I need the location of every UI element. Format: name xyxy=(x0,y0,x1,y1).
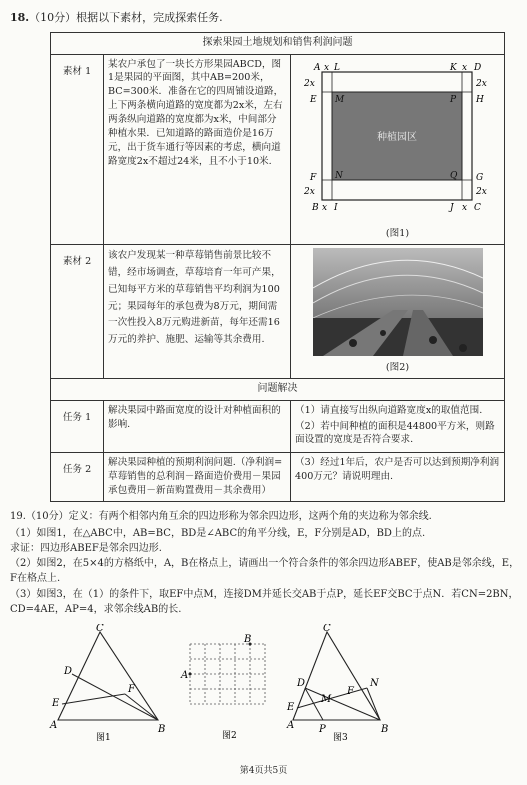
task2-q3: （3）经过1年后，农户是否可以达到预期净利润400万元？请说明理由. xyxy=(291,453,505,502)
svg-text:E: E xyxy=(310,94,317,105)
svg-text:C: C xyxy=(323,624,331,634)
material1-label: 素材 1 xyxy=(51,54,104,245)
svg-text:F: F xyxy=(310,172,317,183)
svg-text:P: P xyxy=(319,724,326,735)
svg-text:F: F xyxy=(347,686,354,697)
figure2-cell xyxy=(291,245,505,379)
svg-text:M: M xyxy=(321,694,332,705)
svg-text:Q: Q xyxy=(450,170,458,181)
svg-text:D: D xyxy=(64,666,73,677)
solve-title: 问题解决 xyxy=(51,379,505,401)
question-number: 18. xyxy=(10,11,30,24)
svg-text:E: E xyxy=(52,698,60,709)
task2-text: 解决果园种植的预期利润问题.（净利润=草莓销售的总利润－路面造价费用－果园承包费用－新苗购置费用－其余费用） xyxy=(104,453,291,502)
fig3-label: 图3 xyxy=(333,733,348,743)
svg-text:J: J xyxy=(450,202,454,213)
svg-text:H: H xyxy=(476,94,484,105)
svg-text:D: D xyxy=(297,678,306,689)
svg-text:x: x xyxy=(462,62,468,73)
svg-text:F: F xyxy=(128,684,135,695)
svg-text:B: B xyxy=(381,724,389,735)
fig1-label: 图1 xyxy=(96,733,111,743)
page-footer: 第4页共5页 xyxy=(239,766,288,776)
svg-text:G: G xyxy=(476,172,484,183)
task2-label: 任务 2 xyxy=(51,453,104,502)
question-19-intro: 19.（10分）定义：有两个相邻内角互余的四边形称为邻余四边形，这两个角的夹边称为邻余线. xyxy=(10,511,432,522)
question-score: （10分） xyxy=(29,11,77,24)
task1-q2: （2）若中间种植的面积是44800平方米，则路面设置的宽度是否符合要求. xyxy=(295,420,495,446)
geometry-figure1 xyxy=(40,624,175,744)
svg-text:D: D xyxy=(474,62,482,73)
material2-text: 该农户发现某一种草莓销售前景比较不错，经市场调查，草莓培育一年可产果，已知每平方米的草莓销售平均利润为100元；果园每年的承包费为8万元，期间需一次性投入8万元购进新苗，每年还需16万元的养护、施肥、运输等其余费用. xyxy=(104,245,291,379)
fig2-label: 图2 xyxy=(222,731,237,741)
svg-text:A: A xyxy=(50,720,58,731)
svg-text:C: C xyxy=(96,624,104,634)
material-table xyxy=(50,32,505,502)
svg-text:N: N xyxy=(335,170,343,181)
task1-label: 任务 1 xyxy=(51,400,104,453)
task1-q1: （1）请直接写出纵向道路宽度x的取值范围. xyxy=(295,404,483,416)
orchard-plan-figure xyxy=(300,58,495,223)
figure2-caption: (图2) xyxy=(385,362,410,374)
task1-text: 解决果园中路面宽度的设计对种植面积的影响. xyxy=(104,400,291,453)
svg-text:B: B xyxy=(244,634,252,645)
svg-text:P: P xyxy=(450,94,457,105)
table-title: 探索果园土地规划和销售利润问题 xyxy=(51,33,505,55)
geometry-figure3 xyxy=(285,624,425,744)
svg-text:I: I xyxy=(334,202,338,213)
geometry-figure2 xyxy=(180,634,280,746)
svg-text:A: A xyxy=(287,720,295,731)
material1-text: 某农户承包了一块长方形果园ABCD，图1是果园的平面图，其中AB=200米，BC=300米．准备在它的四周铺设道路，上下两条横向道路的宽度都为2x米，左右两条纵向道路的宽度都为x米，中间部分种植水果．已知道路的路面造价是16万元，出于货车通行等因素的考虑，横向道路宽度2x不超过24米，且不小于10米. xyxy=(104,54,291,245)
question-18-header xyxy=(10,10,223,26)
svg-text:K: K xyxy=(450,62,457,73)
svg-text:x: x xyxy=(322,202,328,213)
svg-text:B: B xyxy=(158,724,166,735)
figure1-caption: (图1) xyxy=(385,228,410,240)
svg-text:2x: 2x xyxy=(304,78,315,89)
question-19-part3: （3）如图3，在（1）的条件下，取EF中点M，连接DM并延长交AB于点P，延长EF交BC于点N．若CN=2BN，CD=4AE，AP=4，求邻余线AB的长. xyxy=(10,589,519,615)
svg-text:2x: 2x xyxy=(476,186,487,197)
material2-label: 素材 2 xyxy=(51,245,104,379)
svg-text:2x: 2x xyxy=(304,186,315,197)
svg-text:C: C xyxy=(474,202,481,213)
question-prompt: 根据以下素材，完成探索任务. xyxy=(76,11,223,24)
question-19-part1b: 求证：四边形ABEF是邻余四边形. xyxy=(10,543,162,554)
svg-text:B: B xyxy=(312,202,319,213)
svg-text:M: M xyxy=(335,94,345,105)
svg-text:L: L xyxy=(334,62,340,73)
task1-questions xyxy=(291,400,505,453)
svg-text:N: N xyxy=(370,678,379,689)
svg-text:x: x xyxy=(324,62,330,73)
plant-area-label: 种植园区 xyxy=(377,131,417,143)
svg-text:A: A xyxy=(181,670,189,681)
greenhouse-photo xyxy=(313,248,483,356)
figure1-cell xyxy=(291,54,505,245)
svg-text:2x: 2x xyxy=(476,78,487,89)
question-19-part2: （2）如图2，在5×4的方格纸中，A，B在格点上，请画出一个符合条件的邻余四边形ABEF，使AB是邻余线，E，F在格点上. xyxy=(10,558,520,584)
svg-text:E: E xyxy=(287,702,295,713)
question-19-part1: （1）如图1，在△ABC中，AB=BC，BD是∠ABC的角平分线，E，F分别是AD，BD上的点. xyxy=(10,528,426,539)
svg-text:x: x xyxy=(462,202,468,213)
svg-text:A: A xyxy=(314,62,321,73)
